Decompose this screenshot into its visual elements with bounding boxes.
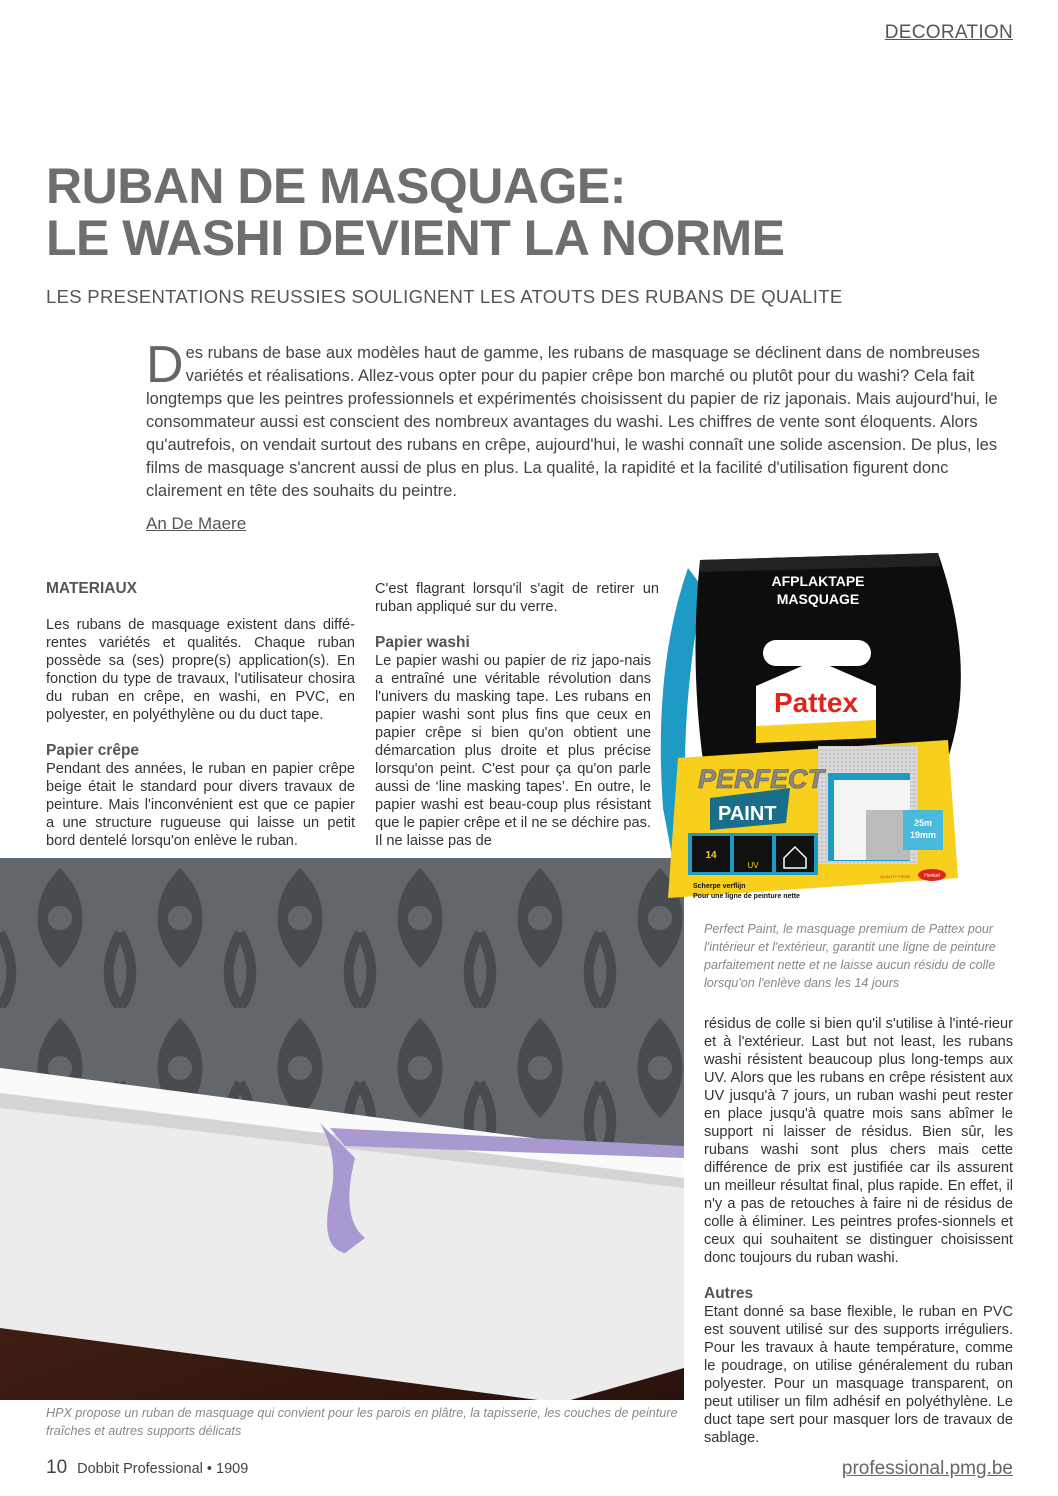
heading-papier-washi: Papier washi (375, 634, 470, 651)
product-maker: Henkel (924, 873, 940, 879)
paragraph: Etant donné sa base flexible, le ruban en PVC est souvent utilisé sur des supports irréguliers. Pour les travaux à haute température, comme le poudrage, on utilise généralement du ruban polyester. Pour un masquage transparent, on peut utiliser un film adhésif en polyéthylène. Le duct tape sert pour masquer lors de travaux de sablage. (704, 1304, 1013, 1446)
product-bullet1: Scherpe verflijn (693, 883, 746, 890)
footer-folio (46, 1457, 248, 1479)
intro-paragraph (146, 336, 1010, 503)
product-bullet2: Pour une ligne de peinture nette (693, 893, 800, 900)
baseboard-tape-photo (0, 858, 684, 1400)
product-line1: AFPLAKTAPE (771, 573, 865, 589)
caption-product: Perfect Paint, le masquage premium de Pattex pour l'intérieur et l'extérieur, garantit une ligne de peinture parfaitement nette et ne laisse aucun résidu de colle lorsqu'on l'enlève dans les 14 jours (704, 922, 996, 990)
author-link[interactable]: An De Maere (146, 514, 247, 533)
paragraph: Pendant des années, le ruban en papier crêpe beige était le standard pour divers travaux de peinture. Mais l'inconvénient est que ce papier a une structure rugueuse qui laisse un petit bord dentelé lorsqu'on enlève le ruban. (46, 761, 355, 849)
paragraph: Le papier washi ou papier de riz japo-nais a entraîné une véritable révolution dans l'univers du masking tape. Les rubans en papier washi sont plus fins que ceux en papier crêpe si bien qu'on obtient une démarcation plus droite et plus précise lorsqu'on peint. C'est pour ça qu'on parle aussi de ‘line masking tapes’. En outre, le papier washi est beau-coup plus résistant que le papier crêpe et il ne se déchire pas. Il ne laisse pas de (375, 653, 651, 849)
column-3 (704, 1015, 1013, 1447)
subtitle: LES PRESENTATIONS REUSSIES SOULIGNENT LES ATOUTS DES RUBANS DE QUALITE (46, 286, 843, 307)
heading-autres: Autres (704, 1285, 754, 1302)
page-number: 10 (46, 1457, 68, 1478)
intro-text: es rubans de base aux modèles haut de gamme, les rubans de masquage se déclinent dans de nombreuses variétés et réalisations. Allez-vous opter pour du papier crêpe bon marché ou plutôt pour du washi? Cela fait longtemps que les peintres professionnels et expérimentés choisissent du papier de riz japonais. Mais aujourd'hui, le consommateur aussi est conscient des nombreux avantages du washi. Les chiffres de vente sont éloquents. Alors qu'autrefois, on vendait surtout des rubans en crêpe, aujourd'hui, le washi connaît une solide ascension. De plus, les films de masquage s'ancrent aussi de plus en plus. La qualité, la rapidité et la facilité d'utilisation figurent donc clairement en tête des souhaits du peintre. (146, 344, 998, 500)
product-quality: QUALITY FROM (880, 874, 910, 879)
paragraph: Les rubans de masquage existent dans diffé-rentes variétés et qualités. Chaque ruban possède sa (ses) propre(s) application(s). En fonction du type de travaux, l'utilisateur chosira du ruban en crêpe, en washi, en PVC, en polyester, en polyéthylène ou du duct tape. (46, 617, 355, 723)
dropcap: D (146, 336, 184, 394)
section-tag[interactable]: DECORATION (884, 22, 1013, 43)
page-title (46, 160, 784, 264)
product-brand: Pattex (773, 687, 859, 718)
paragraph: C'est flagrant lorsqu'il s'agit de retirer un ruban appliqué sur du verre. (375, 581, 659, 615)
product-uv-icon: UV (747, 861, 759, 870)
product-name2: PAINT (718, 803, 777, 825)
paragraph: résidus de colle si bien qu'il s'utilise à l'inté-rieur et à l'extérieur. Last but not least, les rubans washi résistent beaucoup plus long-temps aux UV. Alors que les rubans en crêpe résistent aux UV jusqu'à 7 jours, un ruban washi peut rester en place jusqu'à quatre mois sans abîmer le support ni laisser de résidus. Bien sûr, les rubans washi sont plus chers mais cette différence de prix est justifiée car ils assurent un meilleur résultat final, plus rapide. En effet, il n'y a pas de retouches à faire ni de résidus de colle à éliminer. Les peintres profes-sionnels et ceux qui souhaitent se distinguer choisissent donc toujours du ruban washi. (704, 1016, 1013, 1266)
product-line2: MASQUAGE (776, 591, 860, 607)
column-2 (375, 580, 659, 850)
publication-name: Dobbit Professional • 1909 (77, 1461, 249, 1477)
pattex-product-image (648, 548, 980, 905)
website-link[interactable]: professional.pmg.be (841, 1458, 1013, 1479)
heading-papier-crepe: Papier crêpe (46, 742, 140, 759)
caption-photo: HPX propose un ruban de masquage qui convient pour les parois en plâtre, la tapisserie, les couches de peinture fraîches et autres supports délicats (46, 1406, 678, 1438)
column-1 (46, 580, 355, 850)
title-line-2: LE WASHI DEVIENT LA NORME (46, 210, 785, 266)
title-line-1: RUBAN DE MASQUAGE: (46, 158, 626, 214)
product-name1: PERFECT (698, 764, 825, 794)
product-size-width: 19mm (909, 830, 937, 840)
product-size-length: 25m (913, 818, 933, 828)
heading-materiaux: MATERIAUX (46, 580, 137, 597)
product-days-icon: 14 (705, 850, 717, 861)
